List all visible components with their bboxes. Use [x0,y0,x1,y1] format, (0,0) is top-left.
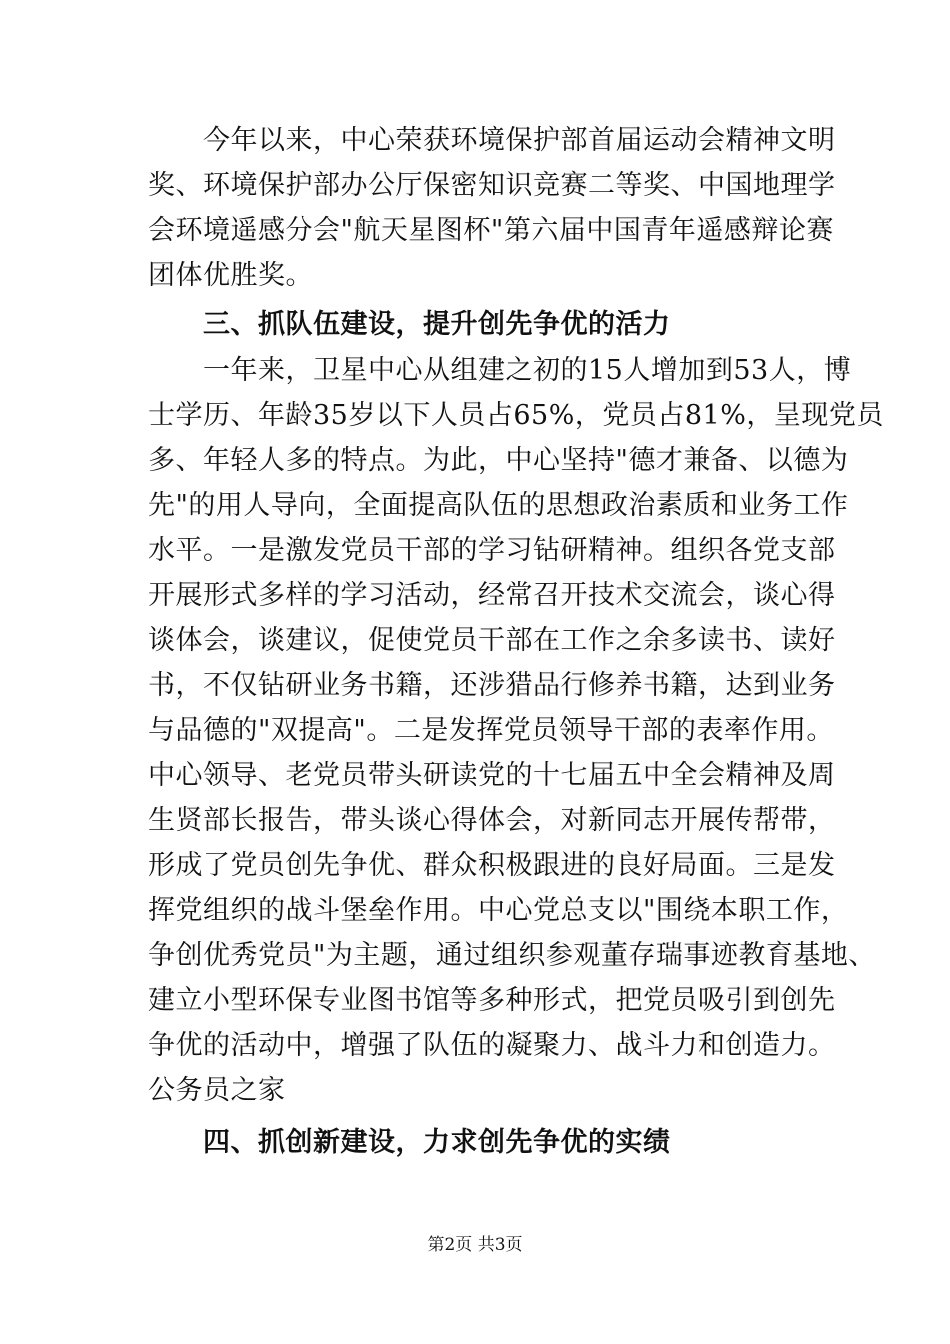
paragraph-line: 争创优秀党员"为主题，通过组织参观董存瑞事迹教育基地、 [148,940,876,971]
section-heading: 四、抓创新建设，力求创先争优的实绩 [148,1127,671,1158]
paragraph-line: 谈体会，谈建议，促使党员干部在工作之余多读书、读好 [148,625,836,656]
paragraph-line: 士学历、年龄35岁以下人员占65%，党员占81%，呈现党员 [148,400,884,431]
paragraph-line: 与品德的"双提高"。二是发挥党员领导干部的表率作用。 [148,715,834,746]
paragraph-line: 建立小型环保专业图书馆等多种形式，把党员吸引到创先 [148,985,836,1016]
paragraph-line: 形成了党员创先争优、群众积极跟进的良好局面。三是发 [148,850,836,881]
paragraph-line: 中心领导、老党员带头研读党的十七届五中全会精神及周 [148,760,836,791]
paragraph-line: 书，不仅钻研业务书籍，还涉猎品行修养书籍，达到业务 [148,670,836,701]
page-number-footer: 第2页 共3页 [427,1235,523,1255]
paragraph-line: 公务员之家 [148,1075,286,1106]
section-heading: 三、抓队伍建设，提升创先争优的活力 [148,309,671,340]
paragraph-line: 会环境遥感分会"航天星图杯"第六届中国青年遥感辩论赛 [148,215,834,246]
paragraph-line: 先"的用人导向，全面提高队伍的思想政治素质和业务工作 [148,490,849,521]
paragraph-line: 团体优胜奖。 [148,260,313,291]
paragraph-line: 争优的活动中，增强了队伍的凝聚力、战斗力和创造力。 [148,1030,836,1061]
paragraph-line: 水平。一是激发党员干部的学习钻研精神。组织各党支部 [148,535,836,566]
paragraph-line: 今年以来，中心荣获环境保护部首届运动会精神文明 [148,125,836,156]
paragraph-line: 生贤部长报告，带头谈心得体会，对新同志开展传帮带， [148,805,836,836]
paragraph-line: 多、年轻人多的特点。为此，中心坚持"德才兼备、以德为 [148,445,849,476]
paragraph-line: 一年来，卫星中心从组建之初的15人增加到53人，博 [148,355,852,386]
paragraph-line: 奖、环境保护部办公厅保密知识竞赛二等奖、中国地理学 [148,170,836,201]
paragraph-line: 开展形式多样的学习活动，经常召开技术交流会，谈心得 [148,580,836,611]
paragraph-line: 挥党组织的战斗堡垒作用。中心党总支以"围绕本职工作， [148,895,849,926]
